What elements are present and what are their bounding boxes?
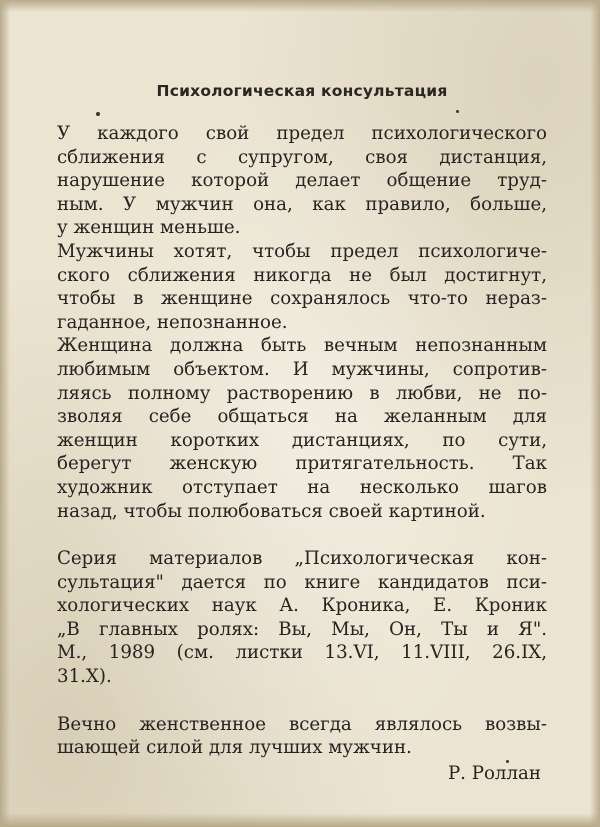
text-line: ным. У мужчин она, как правило, больше,	[57, 193, 547, 215]
text-line: „В главных ролях: Вы, Мы, Он, Ты и Я".	[57, 618, 547, 640]
paragraph-1	[57, 122, 547, 240]
article-title: Психологическая консультация	[156, 82, 448, 100]
ink-speck	[506, 760, 509, 763]
text-line: женщин коротких дистанциях, по сути,	[57, 429, 547, 451]
text-line: Серия материалов „Психологическая кон-	[57, 548, 547, 570]
text-line: сультация" дается по книге кандидатов пси-	[57, 571, 547, 593]
paragraph-source-note	[57, 547, 547, 689]
ink-speck	[96, 112, 100, 116]
text-line: У каждого свой предел психологического	[57, 123, 547, 144]
spacer	[57, 523, 547, 547]
text-line: Женщина должна быть вечным непознанным	[57, 335, 547, 357]
text-line: назад, чтобы полюбоваться своей картиной.	[57, 500, 486, 522]
ink-speck	[456, 110, 459, 113]
quote-author: Р. Роллан	[447, 762, 541, 784]
paragraph-2	[57, 240, 547, 334]
text-line: сближения с супругом, своя дистанция,	[57, 146, 547, 168]
article	[57, 82, 547, 785]
text-line: зволяя себе общаться на желанным для	[57, 406, 547, 428]
epigraph-quote	[57, 713, 547, 760]
text-line: художник отступает на несколько шагов	[57, 476, 547, 498]
text-line: 31.X).	[57, 666, 112, 688]
text-line: ского сближения никогда не был достигнут,	[57, 264, 547, 286]
text-line: гаданное, непознанное.	[57, 311, 288, 333]
text-line: Вечно женственное всегда являлось возвы-	[57, 713, 547, 735]
text-line: нарушение которой делает общение труд-	[57, 170, 547, 192]
text-line: чтобы в женщине сохранялось что-то нераз-	[57, 288, 547, 310]
text-line: хологических наук А. Кроника, Е. Кроник	[57, 595, 547, 617]
text-line: ляясь полному растворению в любви, не по-	[57, 382, 547, 404]
text-line: М., 1989 (см. листки 13.VI, 11.VIII, 26.IX,	[57, 642, 547, 664]
spacer	[57, 689, 547, 713]
text-line: любимым объектом. И мужчины, сопротив-	[57, 358, 547, 380]
text-line: Мужчины хотят, чтобы предел психологиче-	[57, 240, 547, 262]
paragraph-3	[57, 334, 547, 523]
text-line: у женщин меньше.	[57, 217, 241, 239]
text-line: берегут женскую притягательность. Так	[57, 453, 547, 475]
text-line: шающей силой для лучших мужчин.	[57, 737, 412, 759]
